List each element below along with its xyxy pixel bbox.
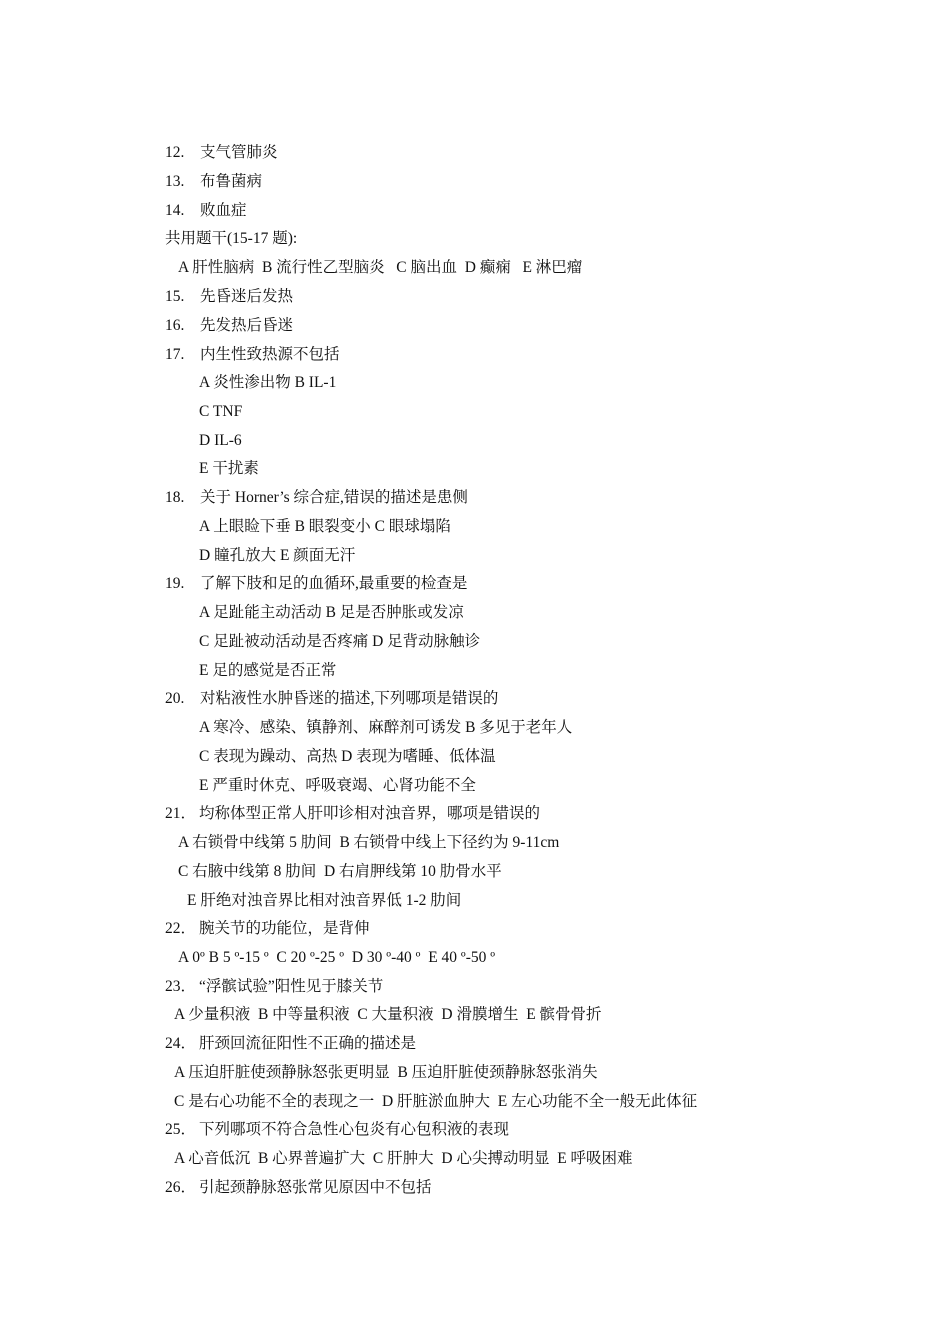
- question-text: 关于 Horner’s 综合症,错误的描述是患侧: [200, 489, 468, 506]
- question-text: 败血症: [200, 202, 247, 219]
- question-number: 17.: [165, 346, 185, 363]
- question-text: 支气管肺炎: [200, 144, 278, 161]
- question-number: 14.: [165, 202, 185, 219]
- answer-option: A 少量积液 B 中等量积液 C 大量积液 D 滑膜增生 E 髌骨骨折: [174, 1006, 602, 1023]
- question-18: [165, 483, 468, 512]
- question-12: [165, 138, 278, 167]
- answer-option: C TNF: [199, 403, 243, 420]
- question-24: [165, 1029, 416, 1058]
- answer-option: A 心音低沉 B 心界普遍扩大 C 肝肿大 D 心尖搏动明显 E 呼吸困难: [174, 1150, 633, 1167]
- question-text: 内生性致热源不包括: [200, 346, 340, 363]
- question-number: 24．: [165, 1035, 197, 1052]
- answer-option: E 肝绝对浊音界比相对浊音界低 1-2 肋间: [187, 892, 462, 909]
- question-14: [165, 196, 247, 225]
- question-text: 引起颈静脉怒张常见原因中不包括: [199, 1179, 432, 1196]
- question-number: 16.: [165, 317, 185, 334]
- answer-option: A 0º B 5 º-15 º C 20 º-25 º D 30 º-40 º E 40 º-50 º: [178, 949, 496, 966]
- question-text: 均称体型正常人肝叩诊相对浊音界，哪项是错误的: [199, 805, 541, 822]
- question-text: 对粘液性水肿昏迷的描述,下列哪项是错误的: [200, 690, 499, 707]
- answer-option: A 上眼睑下垂 B 眼裂变小 C 眼球塌陷: [199, 518, 451, 535]
- question-text: “浮髌试验”阳性见于膝关节: [199, 978, 384, 995]
- answer-option: E 足的感觉是否正常: [199, 662, 337, 679]
- question-text: 肝颈回流征阳性不正确的描述是: [199, 1035, 417, 1052]
- answer-option: A 右锁骨中线第 5 肋间 B 右锁骨中线上下径约为 9-11cm: [178, 834, 560, 851]
- question-15: [165, 282, 293, 311]
- question-21: [165, 799, 540, 828]
- answer-option: E 严重时休克、呼吸衰竭、心肾功能不全: [199, 777, 476, 794]
- answer-option: E 干扰素: [199, 460, 259, 477]
- answer-option: D IL-6: [199, 432, 242, 449]
- answer-option: A 足趾能主动活动 B 足是否肿胀或发凉: [199, 604, 464, 621]
- answer-option: C 右腋中线第 8 肋间 D 右肩胛线第 10 肋骨水平: [178, 863, 502, 880]
- answer-option: A 压迫肝脏使颈静脉怒张更明显 B 压迫肝脏使颈静脉怒张消失: [174, 1064, 598, 1081]
- question-number: 23．: [165, 978, 197, 995]
- question-number: 25．: [165, 1121, 197, 1138]
- question-text: 先发热后昏迷: [200, 317, 294, 334]
- question-text: 腕关节的功能位，是背伸: [199, 920, 370, 937]
- question-number: 20.: [165, 690, 185, 707]
- answer-option: D 瞳孔放大 E 颜面无汗: [199, 547, 356, 564]
- answer-option: A 炎性渗出物 B IL-1: [199, 374, 337, 391]
- question-23: [165, 972, 383, 1001]
- question-22: [165, 914, 370, 943]
- question-number: 12.: [165, 144, 185, 161]
- question-number: 21．: [165, 805, 197, 822]
- question-number: 26．: [165, 1179, 197, 1196]
- question-text: 布鲁菌病: [200, 173, 263, 190]
- question-text: 下列哪项不符合急性心包炎有心包积液的表现: [199, 1121, 510, 1138]
- question-number: 22．: [165, 920, 197, 937]
- question-20: [165, 684, 498, 713]
- question-16: [165, 311, 293, 340]
- question-number: 13.: [165, 173, 185, 190]
- answer-option: A 寒冷、感染、镇静剂、麻醉剂可诱发 B 多见于老年人: [199, 719, 573, 736]
- question-17: [165, 340, 340, 369]
- question-number: 18.: [165, 489, 185, 506]
- question-number: 19.: [165, 575, 185, 592]
- answer-option: C 足趾被动活动是否疼痛 D 足背动脉触诊: [199, 633, 481, 650]
- question-text: 了解下肢和足的血循环,最重要的检查是: [200, 575, 468, 592]
- question-26: [165, 1173, 432, 1202]
- question-25: [165, 1115, 509, 1144]
- question-number: 15.: [165, 288, 185, 305]
- shared-stem-heading: 共用题干(15-17 题):: [165, 230, 298, 247]
- answer-option: C 是右心功能不全的表现之一 D 肝脏淤血肿大 E 左心功能不全一般无此体征: [174, 1093, 698, 1110]
- question-19: [165, 569, 467, 598]
- question-13: [165, 167, 262, 196]
- answer-option: C 表现为躁动、高热 D 表现为嗜睡、低体温: [199, 748, 496, 765]
- question-text: 先昏迷后发热: [200, 288, 294, 305]
- shared-options: A 肝性脑病 B 流行性乙型脑炎 C 脑出血 D 癫痫 E 淋巴瘤: [178, 259, 583, 276]
